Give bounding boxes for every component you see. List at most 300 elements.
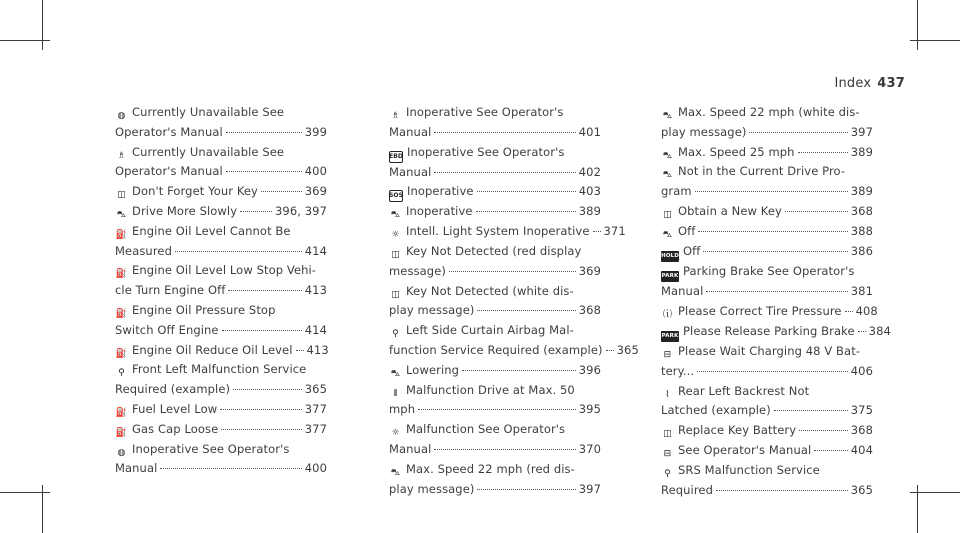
entry-line <box>389 262 601 282</box>
drive-program-icon: ⛍ <box>390 210 401 221</box>
index-entry[interactable] <box>661 222 873 242</box>
light-system-icon: ☼ <box>391 230 400 241</box>
seat-icon: ♗ <box>391 111 400 121</box>
entry-line <box>661 362 873 382</box>
entry-line <box>115 222 327 242</box>
entry-label: Inoperative <box>406 204 473 219</box>
entry-text <box>115 123 223 143</box>
entry-text <box>661 182 692 202</box>
crop-mark <box>42 485 43 533</box>
leader-dots <box>845 311 853 312</box>
index-entry[interactable] <box>115 103 327 143</box>
entry-page-number[interactable]: 399 <box>304 124 327 139</box>
entry-line <box>115 360 327 380</box>
entry-text <box>661 143 795 163</box>
tire-pressure-icon: ⒤ <box>662 309 673 320</box>
entry-label: Inoperative See Operator's <box>407 144 565 159</box>
entry-label: Please Wait Charging 48 V Bat- <box>678 343 861 358</box>
entry-page-number[interactable]: 369 <box>304 184 327 199</box>
entry-label: function Service Required (example) <box>389 342 603 357</box>
entry-text <box>115 242 172 262</box>
entry-label: Please Correct Tire Pressure <box>678 303 842 318</box>
entry-text <box>115 143 284 163</box>
entry-label: Inoperative See Operator's <box>132 441 290 456</box>
leader-dots <box>434 449 575 450</box>
entry-line <box>661 461 873 481</box>
entry-line <box>661 302 878 322</box>
entry-text <box>661 103 860 123</box>
leader-dots <box>706 291 847 292</box>
entry-line <box>115 301 327 321</box>
entry-page-number[interactable]: 414 <box>304 322 327 337</box>
entry-line <box>115 341 327 361</box>
leader-dots <box>697 371 848 372</box>
entry-text <box>661 461 820 481</box>
key-icon: ◫ <box>663 429 672 440</box>
entry-line <box>115 261 327 281</box>
entry-line <box>389 400 601 420</box>
entry-page-number[interactable]: 388 <box>850 223 873 238</box>
entry-text <box>115 222 291 242</box>
entry-label: Malfunction Drive at Max. 50 <box>406 382 575 397</box>
car-icon: ⛍ <box>662 111 673 121</box>
entry-label: cle Turn Engine Off <box>115 283 226 298</box>
entry-label: SRS Malfunction Service <box>678 462 820 477</box>
entry-page-number[interactable]: 377 <box>304 401 327 416</box>
brake-warning-icon: ◍ <box>117 447 126 458</box>
entry-label: Switch Off Engine <box>115 322 219 337</box>
entry-line <box>661 103 873 123</box>
entry-text <box>115 400 217 420</box>
index-entry[interactable] <box>115 341 327 361</box>
index-entry[interactable] <box>661 202 873 222</box>
entry-page-number[interactable]: 413 <box>304 283 327 298</box>
entry-line <box>115 182 327 202</box>
entry-label: Gas Cap Loose <box>132 421 219 436</box>
entry-page-number[interactable]: 369 <box>578 263 601 278</box>
index-entry[interactable] <box>661 162 873 202</box>
entry-label: Max. Speed 25 mph <box>678 144 795 159</box>
index-entry[interactable] <box>115 182 327 202</box>
entry-label: tery... <box>661 363 695 378</box>
leader-dots <box>160 468 301 469</box>
entry-text <box>389 163 431 183</box>
index-entry[interactable] <box>115 360 327 400</box>
entry-label: Manual <box>389 124 432 139</box>
entry-label: Measured <box>115 243 172 258</box>
entry-line <box>661 242 873 262</box>
entry-text <box>115 202 237 222</box>
entry-label: Inoperative <box>407 184 474 199</box>
entry-page-number[interactable]: 375 <box>850 403 873 418</box>
index-entry[interactable] <box>389 282 601 322</box>
entry-line <box>389 143 601 163</box>
leader-dots <box>698 231 847 232</box>
entry-text <box>661 421 796 441</box>
entry-line <box>661 123 873 143</box>
car-off-icon: ⛍ <box>662 229 673 240</box>
ebd-icon: EBD <box>389 151 403 163</box>
airbag-icon: ⚲ <box>392 329 399 340</box>
leader-dots <box>593 231 601 232</box>
entry-text <box>389 143 564 163</box>
leader-dots <box>477 191 576 192</box>
entry-line <box>389 222 626 242</box>
car-icon: ⛍ <box>390 368 401 379</box>
leader-dots <box>703 251 847 252</box>
index-entry[interactable] <box>389 361 601 381</box>
entry-text <box>661 282 703 302</box>
entry-page-number[interactable]: 404 <box>850 442 873 457</box>
crop-mark <box>42 0 43 50</box>
index-entry[interactable] <box>115 222 327 262</box>
leader-dots <box>462 370 576 371</box>
entry-text <box>389 341 603 361</box>
index-entry[interactable] <box>389 460 601 500</box>
entry-page-number[interactable]: 365 <box>850 482 873 497</box>
leader-dots <box>222 330 302 331</box>
entry-line <box>115 162 327 182</box>
leader-dots <box>799 430 848 431</box>
entry-page-number[interactable]: 368 <box>850 423 873 438</box>
battery-icon: ⊟ <box>663 448 672 459</box>
index-title: Index <box>834 76 872 91</box>
entry-page-number[interactable]: 386 <box>850 243 873 258</box>
entry-label: Off <box>678 223 696 238</box>
entry-text <box>115 341 293 361</box>
leader-dots <box>296 350 304 351</box>
leader-dots <box>814 450 847 451</box>
leader-dots <box>798 152 848 153</box>
entry-line <box>115 103 327 123</box>
entry-line <box>115 143 327 163</box>
leader-dots <box>476 211 576 212</box>
index-entry[interactable] <box>115 261 327 301</box>
brake-warning-icon: ◍ <box>117 111 126 121</box>
entry-text <box>389 202 473 222</box>
leader-dots <box>226 171 302 172</box>
entry-text <box>661 222 695 242</box>
entry-text <box>661 242 700 262</box>
index-entry[interactable] <box>389 381 601 421</box>
entry-line <box>115 242 327 262</box>
entry-line <box>389 460 601 480</box>
entry-label: Latched (example) <box>661 403 771 418</box>
leader-dots <box>418 409 576 410</box>
backrest-icon: ⌇ <box>665 389 670 400</box>
entry-line <box>389 440 601 460</box>
airbag-icon: ⚲ <box>664 468 671 479</box>
index-entry[interactable] <box>661 103 873 143</box>
entry-page-number[interactable]: 413 <box>306 342 329 357</box>
index-column-3 <box>661 103 891 500</box>
entry-page-number[interactable]: 365 <box>304 382 327 397</box>
entry-page-number[interactable]: 408 <box>855 303 878 318</box>
index-entry[interactable] <box>115 202 327 222</box>
entry-line <box>661 162 873 182</box>
entry-text <box>661 322 855 342</box>
index-entry[interactable] <box>389 222 626 242</box>
entry-label: Don't Forget Your Key <box>132 184 258 199</box>
entry-line <box>389 381 601 401</box>
entry-text <box>389 282 574 302</box>
entry-text <box>115 103 284 123</box>
entry-line <box>389 480 601 500</box>
entry-label: play message) <box>389 303 475 318</box>
park-icon: PARK <box>661 331 679 342</box>
entry-line <box>661 401 873 421</box>
entry-line <box>115 202 327 222</box>
entry-label: Required (example) <box>115 382 231 397</box>
car-icon: ⛍ <box>390 467 401 478</box>
entry-label: See Operator's Manual <box>678 442 812 457</box>
entry-text <box>661 123 746 143</box>
entry-text <box>115 321 219 341</box>
entry-line <box>389 202 601 222</box>
index-entry[interactable] <box>389 143 601 183</box>
leader-dots <box>220 409 301 410</box>
entry-label: Max. Speed 22 mph (red dis- <box>406 461 575 476</box>
leader-dots <box>477 489 575 490</box>
leader-dots <box>774 410 848 411</box>
entry-text <box>661 441 811 461</box>
index-column-1 <box>115 103 327 479</box>
entry-line <box>661 322 891 342</box>
entry-line <box>389 420 601 440</box>
entry-text <box>389 321 574 341</box>
entry-line <box>389 321 601 341</box>
entry-text <box>115 301 275 321</box>
index-entry[interactable] <box>661 342 873 382</box>
entry-text <box>389 103 563 123</box>
index-entry[interactable] <box>389 202 601 222</box>
index-entry[interactable] <box>661 322 891 342</box>
index-entry[interactable] <box>389 182 601 202</box>
key-icon: ◫ <box>391 289 400 300</box>
entry-line <box>389 341 639 361</box>
entry-label: Rear Left Backrest Not <box>678 383 810 398</box>
entry-text <box>661 481 713 501</box>
index-entry[interactable] <box>661 461 873 501</box>
entry-text <box>115 162 223 182</box>
entry-line <box>389 301 601 321</box>
entry-line <box>661 342 873 362</box>
entry-line <box>115 380 327 400</box>
leader-dots <box>175 251 302 252</box>
entry-line <box>661 182 873 202</box>
entry-page-number[interactable]: 368 <box>850 203 873 218</box>
entry-text <box>661 382 809 402</box>
entry-text <box>661 401 771 421</box>
entry-page-number[interactable]: 381 <box>850 284 873 299</box>
entry-label: Not in the Current Drive Pro- <box>678 164 846 179</box>
entry-page-number[interactable]: 368 <box>578 303 601 318</box>
entry-label: play message) <box>389 481 475 496</box>
entry-text <box>115 182 258 202</box>
index-entry[interactable] <box>661 262 873 302</box>
entry-line <box>389 282 601 302</box>
entry-label: Manual <box>661 284 704 299</box>
entry-line <box>115 420 327 440</box>
oil-can-icon: ⛽ <box>115 269 128 280</box>
entry-page-number[interactable]: 365 <box>616 342 639 357</box>
entry-page-number[interactable]: 395 <box>578 402 601 417</box>
entry-page-number[interactable]: 371 <box>603 224 626 239</box>
entry-page-number[interactable]: 414 <box>304 243 327 258</box>
entry-line <box>661 143 873 163</box>
entry-page-number[interactable]: 400 <box>304 461 327 476</box>
entry-page-number[interactable]: 396 <box>578 362 601 377</box>
index-entry[interactable] <box>389 242 601 282</box>
entry-label: Manual <box>115 461 158 476</box>
entry-page-number[interactable]: 396, 397 <box>274 203 327 218</box>
index-entry[interactable] <box>661 382 873 422</box>
entry-text <box>389 480 474 500</box>
entry-label: Front Left Malfunction Service <box>132 362 307 377</box>
index-entry[interactable] <box>115 301 327 341</box>
entry-text <box>389 262 446 282</box>
drive-program-icon: ⛍ <box>662 170 673 181</box>
entry-label: Lowering <box>406 362 460 377</box>
leader-dots <box>434 172 575 173</box>
entry-label: Manual <box>389 441 432 456</box>
leader-dots <box>240 211 272 212</box>
entry-text <box>389 301 474 321</box>
entry-text <box>389 440 431 460</box>
entry-line <box>661 382 873 402</box>
entry-label: Engine Oil Level Low Stop Vehi- <box>132 263 317 278</box>
entry-line <box>115 459 327 479</box>
index-entry[interactable] <box>115 400 327 420</box>
entry-label: Currently Unavailable See <box>132 144 285 159</box>
oil-can-icon: ⛽ <box>115 308 128 319</box>
entry-label: Drive More Slowly <box>132 203 238 218</box>
entry-line <box>661 222 873 242</box>
fuel-icon: ⛽ <box>115 427 128 438</box>
entry-label: Fuel Level Low <box>132 401 218 416</box>
entry-label: Left Side Curtain Airbag Mal- <box>406 323 574 338</box>
entry-line <box>389 182 601 202</box>
entry-page-number[interactable]: 389 <box>578 204 601 219</box>
leader-dots <box>233 389 302 390</box>
entry-text <box>661 162 845 182</box>
entry-page-number[interactable]: 406 <box>850 363 873 378</box>
leader-dots <box>749 132 847 133</box>
leader-dots <box>606 350 614 351</box>
page-header <box>834 76 905 91</box>
entry-label: Operator's Manual <box>115 124 223 139</box>
sos-icon: SOS <box>389 190 403 202</box>
entry-text <box>389 182 474 202</box>
index-entry[interactable] <box>389 103 601 143</box>
entry-label: Currently Unavailable See <box>132 105 285 119</box>
entry-label: message) <box>389 263 446 278</box>
entry-label: mph <box>389 402 416 417</box>
entry-line <box>389 163 601 183</box>
oil-can-icon: ⛽ <box>115 229 128 240</box>
entry-text <box>115 360 306 380</box>
index-entry[interactable] <box>661 441 873 461</box>
leader-dots <box>858 331 866 332</box>
index-entry[interactable] <box>661 242 873 262</box>
entry-label: Intell. Light System Inoperative <box>406 224 590 239</box>
index-entry[interactable] <box>661 421 873 441</box>
entry-text <box>389 381 575 401</box>
entry-label: Operator's Manual <box>115 164 223 179</box>
entry-label: Key Not Detected (white dis- <box>406 283 574 298</box>
entry-text <box>389 123 431 143</box>
entry-label: Required <box>661 482 713 497</box>
fuel-icon: ⛽ <box>115 407 128 418</box>
entry-label: Key Not Detected (red display <box>406 243 582 258</box>
oil-can-icon: ⛽ <box>115 348 128 359</box>
entry-line <box>661 441 873 461</box>
index-entry[interactable] <box>115 143 327 183</box>
index-entry[interactable] <box>115 440 327 480</box>
entry-label: Replace Key Battery <box>678 423 797 438</box>
entry-page-number[interactable]: 403 <box>578 184 601 199</box>
key-icon: ◫ <box>391 249 400 260</box>
entry-text <box>115 440 289 460</box>
entry-page-number[interactable]: 389 <box>850 184 873 199</box>
entry-line <box>115 400 327 420</box>
key-icon: ◫ <box>663 209 672 220</box>
entry-line <box>661 481 873 501</box>
hold-icon: HOLD <box>661 251 679 262</box>
entry-line <box>661 202 873 222</box>
entry-page-number[interactable]: 397 <box>850 124 873 139</box>
entry-text <box>115 459 157 479</box>
entry-page-number[interactable]: 397 <box>578 481 601 496</box>
entry-text <box>389 361 459 381</box>
entry-line <box>115 321 327 341</box>
leader-dots <box>695 191 848 192</box>
car-icon: ⛍ <box>116 209 127 220</box>
entry-page-number[interactable]: 384 <box>868 323 891 338</box>
index-entry[interactable] <box>389 420 601 460</box>
drive-program-icon: ⛍ <box>662 150 673 161</box>
entry-line <box>389 123 601 143</box>
entry-label: Engine Oil Pressure Stop <box>132 302 276 317</box>
entry-label: Inoperative See Operator's <box>406 105 564 119</box>
entry-page-number[interactable]: 402 <box>578 164 601 179</box>
entry-text <box>661 202 782 222</box>
entry-line <box>389 103 601 123</box>
entry-page-number[interactable]: 400 <box>304 164 327 179</box>
entry-page-number[interactable]: 370 <box>578 441 601 456</box>
park-icon: PARK <box>661 271 679 282</box>
index-entry[interactable] <box>389 321 639 361</box>
index-entry[interactable] <box>661 143 873 163</box>
leader-dots <box>261 191 302 192</box>
entry-text <box>661 302 842 322</box>
entry-page-number[interactable]: 377 <box>304 421 327 436</box>
entry-page-number[interactable]: 389 <box>850 144 873 159</box>
index-column-2 <box>388 103 639 499</box>
index-entry[interactable] <box>115 420 327 440</box>
entry-line <box>661 421 873 441</box>
entry-label: Obtain a New Key <box>678 203 782 218</box>
page-number: 437 <box>877 76 905 91</box>
seat-icon: ♗ <box>117 150 126 161</box>
entry-line <box>661 262 873 282</box>
entry-text <box>115 261 316 281</box>
index-entry[interactable] <box>661 302 878 322</box>
entry-text <box>115 420 218 440</box>
entry-page-number[interactable]: 401 <box>578 124 601 139</box>
entry-label: Manual <box>389 164 432 179</box>
leader-dots <box>228 290 301 291</box>
